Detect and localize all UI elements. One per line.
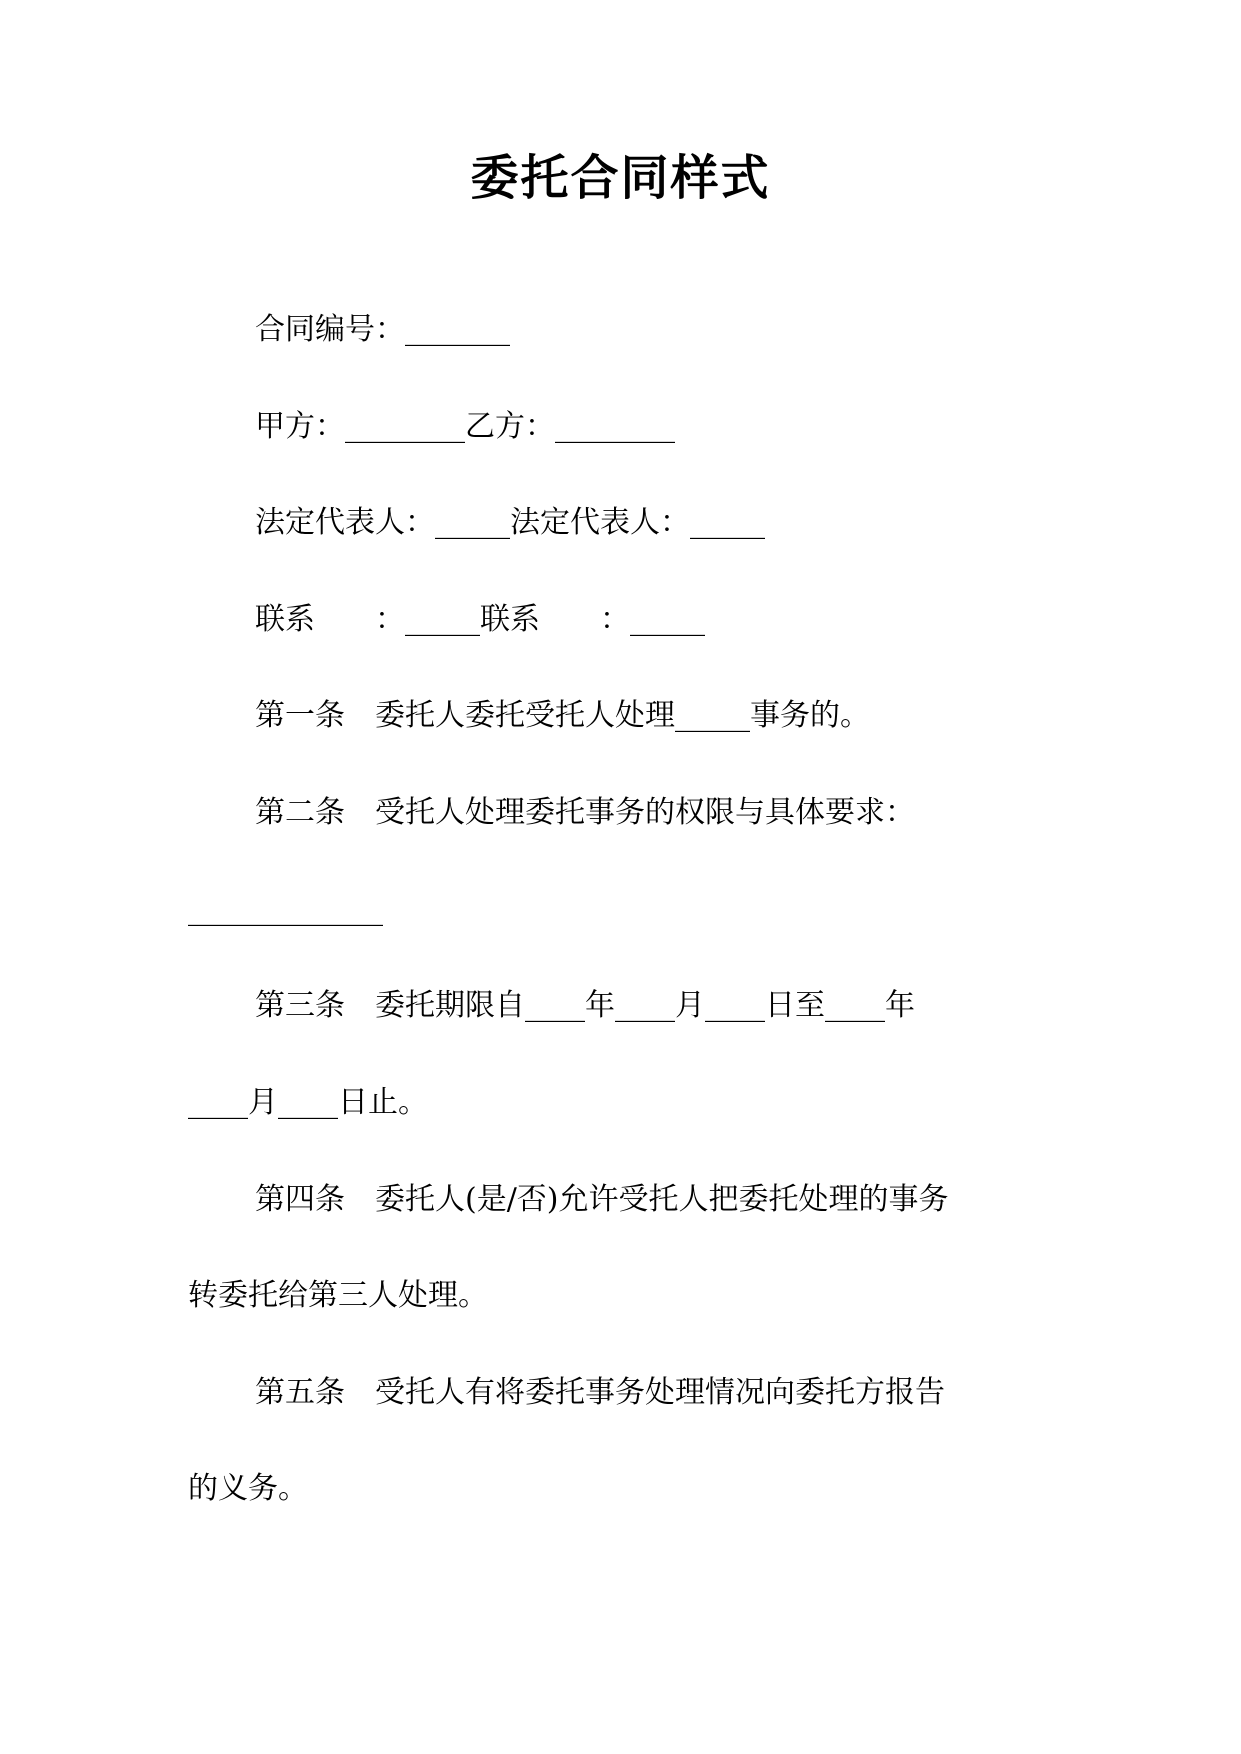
article-three-continued: ____月____日止。 — [188, 1085, 428, 1120]
contact-line: 联系 ：_____联系 ：_____ — [255, 602, 705, 637]
article-one: 第一条 委托人委托受托人处理_____事务的。 — [255, 698, 870, 733]
document-title: 委托合同样式 — [470, 150, 771, 206]
article-two: 第二条 受托人处理委托事务的权限与具体要求： — [255, 795, 915, 830]
article-three: 第三条 委托期限自____年____月____日至____年 — [255, 988, 915, 1023]
article-four-continued: 转委托给第三人处理。 — [188, 1278, 488, 1313]
contract-number-line: 合同编号：_______ — [255, 312, 510, 347]
article-five-continued: 的义务。 — [188, 1471, 308, 1506]
legal-representative-line: 法定代表人：_____法定代表人：_____ — [255, 505, 765, 540]
article-five: 第五条 受托人有将委托事务处理情况向委托方报告 — [255, 1375, 945, 1410]
parties-line: 甲方：________乙方：________ — [255, 409, 675, 444]
article-two-blank: _____________ — [188, 892, 383, 927]
article-four: 第四条 委托人(是/否)允许受托人把委托处理的事务 — [255, 1182, 949, 1217]
